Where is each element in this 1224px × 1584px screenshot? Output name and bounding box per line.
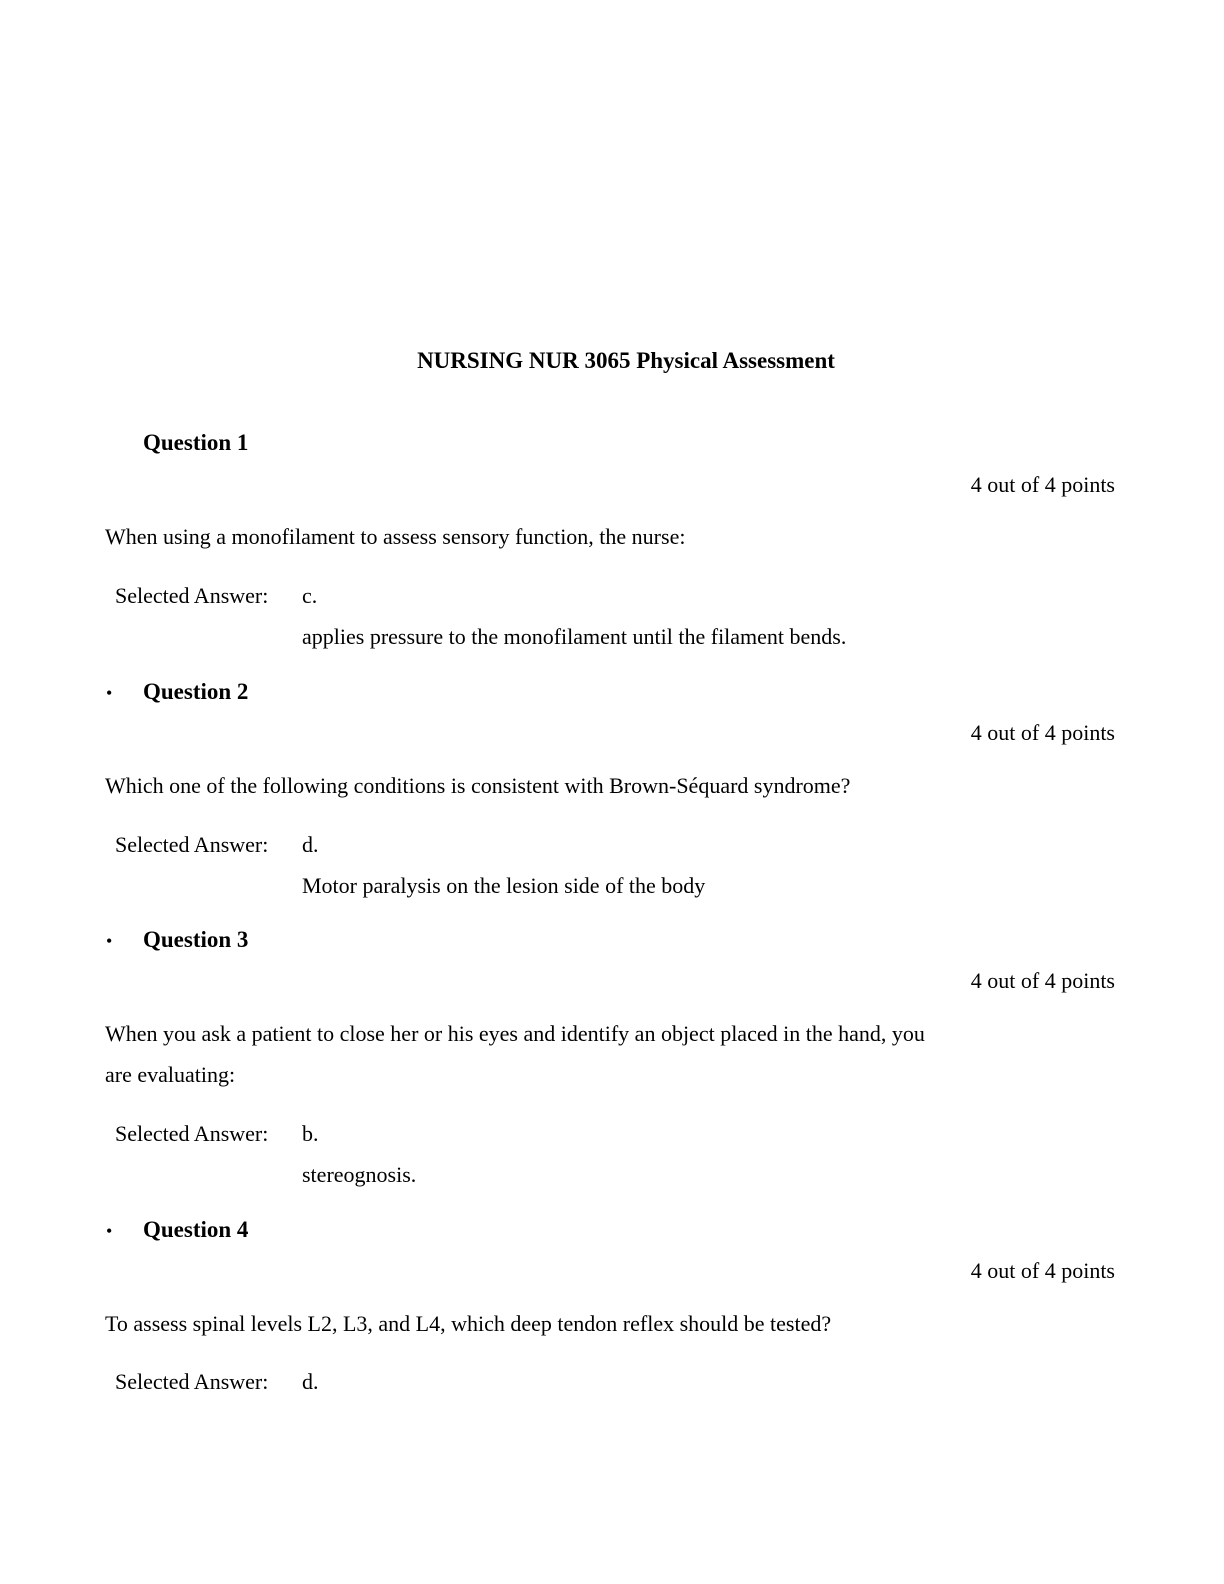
selected-answer-letter: d.	[302, 832, 319, 857]
selected-answer-letter: b.	[302, 1121, 319, 1146]
selected-answer-label: Selected Answer:	[115, 832, 269, 857]
question-text-continued: are evaluating:	[105, 1062, 236, 1087]
selected-answer-label: Selected Answer:	[115, 583, 269, 608]
question-text: When using a monofilament to assess sensory function, the nurse:	[105, 524, 686, 549]
question-heading: Question 3	[143, 927, 249, 952]
selected-answer-text: Motor paralysis on the lesion side of the body	[302, 873, 706, 898]
bullet-icon: •	[106, 683, 113, 703]
question-points: 4 out of 4 points	[970, 720, 1115, 745]
selected-answer-letter: c.	[302, 583, 318, 608]
selected-answer-label: Selected Answer:	[115, 1369, 269, 1394]
question-points: 4 out of 4 points	[970, 472, 1115, 497]
selected-answer-letter: d.	[302, 1369, 319, 1394]
selected-answer-text: stereognosis.	[302, 1162, 417, 1187]
question-text: To assess spinal levels L2, L3, and L4, which deep tendon reflex should be tested?	[105, 1311, 832, 1336]
question-heading: Question 1	[143, 430, 249, 455]
question-text: When you ask a patient to close her or his eyes and identify an object placed in the hand, you	[105, 1021, 925, 1046]
bullet-icon: •	[106, 931, 113, 951]
selected-answer-text: applies pressure to the monofilament until the filament bends.	[302, 624, 847, 649]
bullet-icon: •	[106, 1221, 113, 1241]
question-points: 4 out of 4 points	[970, 1258, 1115, 1283]
question-heading: Question 2	[143, 679, 249, 704]
question-points: 4 out of 4 points	[970, 968, 1115, 993]
question-heading: Question 4	[143, 1217, 249, 1242]
selected-answer-label: Selected Answer:	[115, 1121, 269, 1146]
document-title: NURSING NUR 3065 Physical Assessment	[417, 348, 835, 373]
question-text: Which one of the following conditions is consistent with Brown-Séquard syndrome?	[105, 773, 851, 798]
